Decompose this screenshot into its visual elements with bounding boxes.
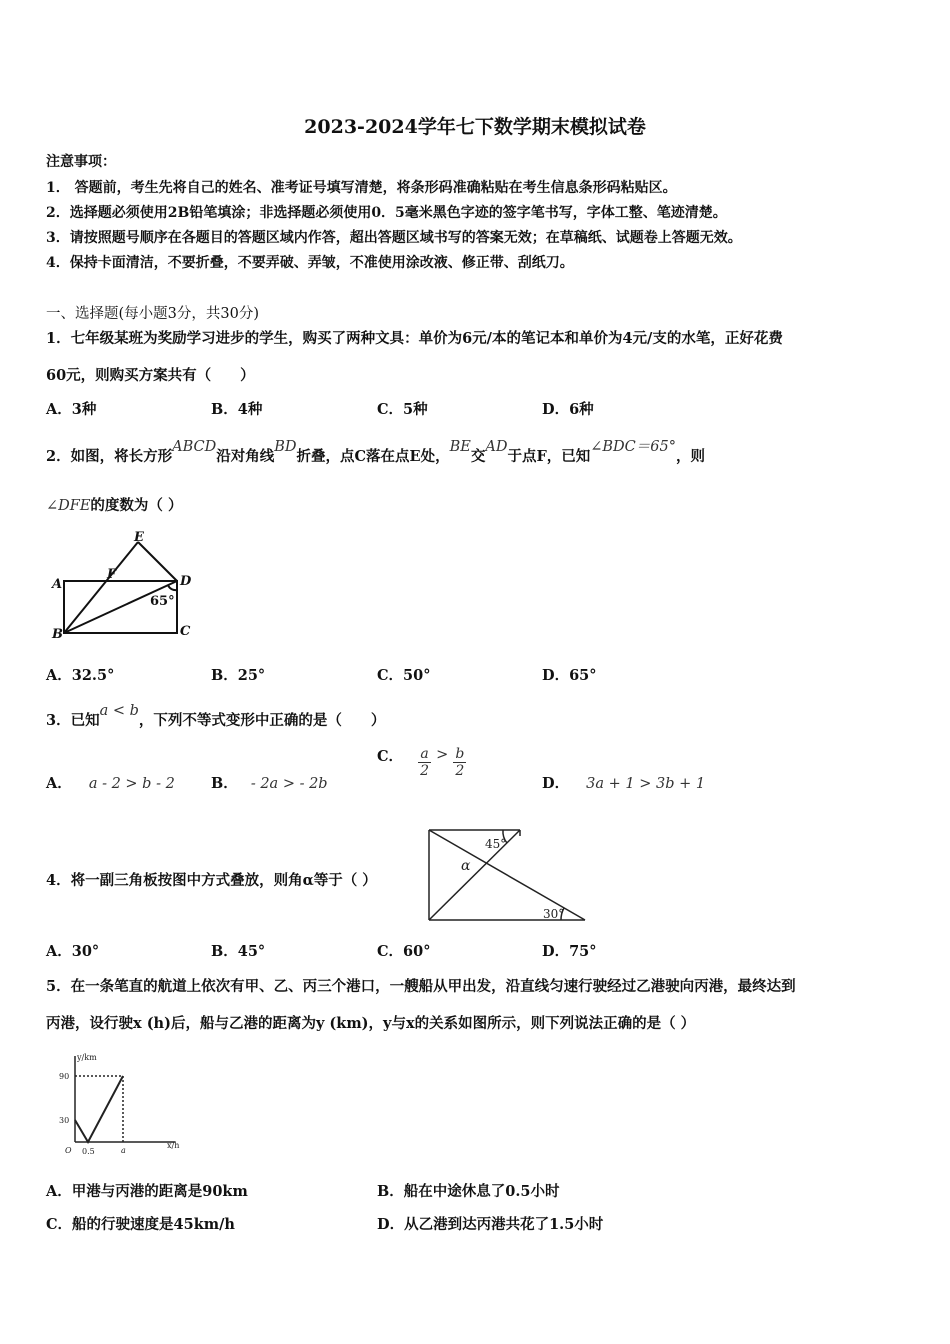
q2-option-d[interactable]: D．65° (542, 667, 597, 684)
q2-text: 沿对角线 (216, 448, 275, 465)
q4-option-c[interactable]: C．60° (377, 943, 431, 960)
notice-item: 3．请按照题号顺序在各题目的答题区域内作答，超出答题区域书写的答案无效；在草稿纸、试题卷上答题无效。 (46, 230, 742, 246)
q2-text: 交 (470, 448, 486, 465)
label-f: F (107, 567, 117, 582)
q2-math: BD (274, 439, 297, 455)
q2-text: 折叠，点C落在点E处， (296, 448, 450, 465)
q2-math: ∠DFE (46, 498, 91, 514)
q5-option-b[interactable]: B．船在中途休息了0.5小时 (377, 1183, 560, 1200)
q3-option-c-operator: > (436, 746, 449, 763)
x-axis-label: x/h (167, 1141, 180, 1150)
q3-option-d-label: D． (542, 775, 570, 792)
q3-option-a[interactable] (46, 772, 175, 793)
segment-be (64, 542, 138, 633)
q3-text: ，下列不等式变形中正确的是（ ） (138, 712, 386, 729)
notice-heading: 注意事项： (46, 154, 116, 170)
fraction-numerator: a (418, 746, 431, 763)
q2-option-a[interactable]: A．32.5° (46, 667, 115, 684)
fraction-numerator: b (455, 746, 465, 762)
q4-option-a[interactable]: A．30° (46, 943, 100, 960)
notice-item: 1． 答题前，考生先将自己的姓名、准考证号填写清楚，将条形码准确粘贴在考生信息条形码粘贴区。 (46, 180, 677, 196)
label-d: D (180, 574, 192, 589)
q2-math: AD (485, 439, 508, 455)
q2-text: 的度数为（ ） (90, 497, 183, 514)
label-e: E (134, 530, 144, 545)
x-tick-a: a (121, 1146, 126, 1155)
y-tick-90: 90 (59, 1072, 70, 1081)
label-65-degrees: 65° (150, 594, 175, 609)
q4-option-b[interactable]: B．45° (211, 943, 266, 960)
q3-option-c-label: C． (377, 747, 404, 765)
question-2-line-2 (46, 494, 182, 515)
question-5-line-2: 丙港，设行驶x (h)后，船与乙港的距离为y (km)，y与x的关系如图所示，则下列说法正确的是（ ） (46, 1015, 696, 1032)
y-tick-30: 30 (59, 1116, 70, 1125)
fraction-denominator: 2 (420, 763, 430, 779)
q3-option-b[interactable] (211, 772, 328, 793)
label-45-degrees: 45° (485, 837, 507, 851)
notice-item: 2．选择题必须使用2B铅笔填涂；非选择题必须使用0．5毫米黑色字迹的签字笔书写，字体工整、笔迹清楚。 (46, 205, 727, 221)
question-4: 4．将一副三角板按图中方式叠放，则角α等于（ ） (46, 872, 377, 889)
q2-rectangle-fold-figure (50, 528, 200, 643)
section-heading: 一、选择题(每小题3分，共30分) (46, 306, 259, 322)
question-3 (46, 703, 386, 730)
label-c: C (180, 624, 191, 639)
q2-text: 2．如图，将长方形 (46, 448, 173, 465)
q3-option-c-fraction (418, 746, 431, 779)
q3-option-d-expr: 3a + 1 > 3b + 1 (586, 776, 706, 792)
y-axis-label: y/km (77, 1053, 97, 1062)
q4-option-d[interactable]: D．75° (542, 943, 597, 960)
angle-arc (168, 585, 177, 590)
q3-option-d[interactable] (542, 772, 705, 793)
q1-option-c[interactable]: C．5种 (377, 401, 428, 418)
label-30-degrees: 30° (543, 907, 565, 921)
question-1-line-1: 1．七年级某班为奖励学习进步的学生，购买了两种文具：单价为6元/本的笔记本和单价为4元/支的水笔，正好花费 (46, 330, 783, 347)
q3-text: 3．已知 (46, 712, 100, 729)
label-b: B (52, 627, 63, 642)
q3-option-a-label: A． (46, 775, 72, 792)
q2-text: ，则 (675, 448, 705, 465)
q1-option-a[interactable]: A．3种 (46, 401, 97, 418)
notice-item: 4．保持卡面清洁，不要折叠，不要弄破、弄皱，不准使用涂改液、修正带、刮纸刀。 (46, 255, 574, 271)
q2-option-b[interactable]: B．25° (211, 667, 266, 684)
q5-distance-graph (55, 1050, 185, 1162)
q5-option-d[interactable]: D．从乙港到达丙港共花了1.5小时 (377, 1216, 604, 1233)
q3-math: a < b (99, 703, 139, 719)
question-5-line-1: 5．在一条笔直的航道上依次有甲、乙、丙三个港口，一艘船从甲出发，沿直线匀速行驶经过乙港驶向丙港，最终达到 (46, 978, 796, 995)
q3-option-c[interactable] (377, 746, 466, 779)
q3-option-b-label: B． (211, 775, 238, 792)
q1-option-b[interactable]: B．4种 (211, 401, 263, 418)
q5-option-c[interactable]: C．船的行驶速度是45km/h (46, 1216, 235, 1233)
q4-triangle-set-figure (425, 826, 590, 924)
distance-line (75, 1076, 123, 1142)
q3-option-b-expr: - 2a > - 2b (250, 776, 328, 792)
q2-option-c[interactable]: C．50° (377, 667, 431, 684)
q2-text: 于点F，已知 (507, 448, 591, 465)
q2-math: ABCD (172, 439, 217, 455)
question-1-line-2: 60元，则购买方案共有（ ） (46, 367, 255, 384)
question-2-line-1 (46, 439, 705, 466)
label-alpha: α (461, 858, 471, 874)
origin-label: O (65, 1146, 72, 1155)
q2-math: ∠BDC＝65° (590, 439, 676, 455)
segment-ed (138, 542, 177, 581)
q1-option-d[interactable]: D．6种 (542, 401, 594, 418)
label-a: A (52, 577, 63, 592)
x-tick-0-5: 0.5 (82, 1147, 95, 1156)
q3-option-a-expr: a - 2 > b - 2 (88, 776, 175, 792)
page-title: 2023-2024学年七下数学期末模拟试卷 (304, 116, 646, 138)
q3-option-c-fraction (453, 746, 466, 779)
fraction-denominator: 2 (455, 763, 465, 779)
q5-option-a[interactable]: A．甲港与丙港的距离是90km (46, 1183, 248, 1200)
q2-math: BE (449, 439, 471, 455)
